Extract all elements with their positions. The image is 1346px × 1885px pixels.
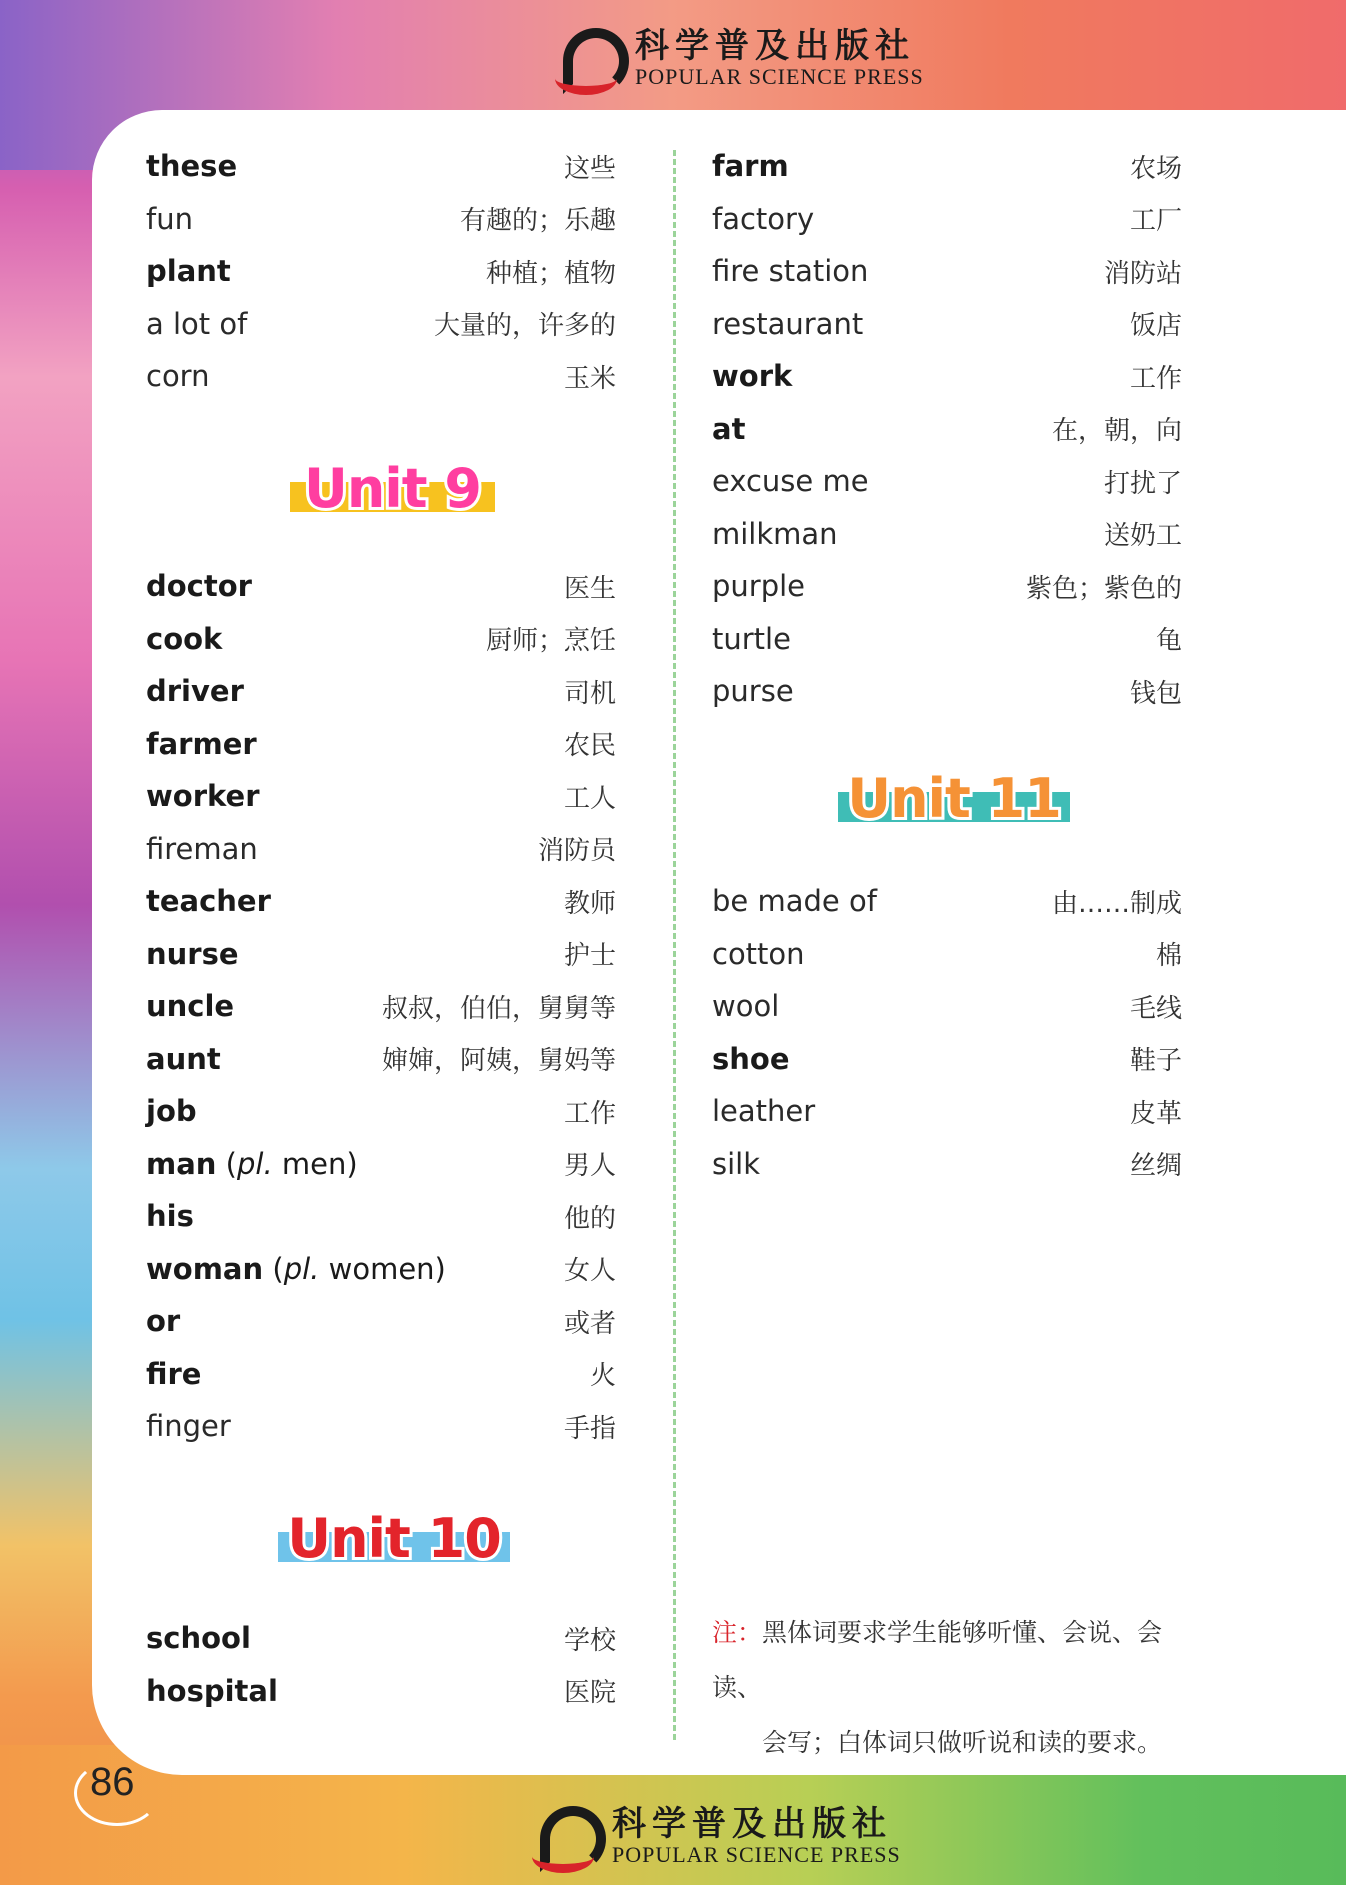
vocab-english: fire [146,1356,202,1391]
vocab-english: or [146,1304,181,1339]
vocab-english: farm [712,149,789,184]
vocab-chinese: 棉 [1155,941,1182,972]
vocab-english: school [146,1621,251,1656]
vocab-english: job [146,1094,197,1129]
vocab-chinese: 女人 [563,1256,616,1287]
vocab-chinese: 毛线 [1129,993,1182,1024]
vocab-row [712,508,1182,561]
vocab-row [146,665,616,718]
vocab-row [712,875,1182,928]
vocab-chinese: 消防站 [1103,258,1182,289]
header-publisher-en: POPULAR SCIENCE PRESS [635,64,924,89]
vocab-english: restaurant [712,306,864,341]
vocab-english: factory [712,201,815,236]
vocab-chinese: 学校 [563,1625,616,1656]
vocab-chinese: 消防员 [537,836,616,867]
vocab-row [146,823,616,876]
vocab-chinese: 由……制成 [1051,888,1182,919]
vocab-chinese: 种植；植物 [485,258,616,289]
column-divider [673,150,676,1740]
vocab-row [712,350,1182,403]
vocab-english: fire station [712,254,869,289]
vocab-english: wool [712,989,780,1024]
vocab-row [146,875,616,928]
vocab-row [146,1295,616,1348]
vocab-chinese: 大量的，许多的 [433,311,616,342]
vocab-english: cotton [712,936,805,971]
vocab-row [712,298,1182,351]
vocab-row [146,1190,616,1243]
vocab-english: corn [146,359,210,394]
vocab-english: aunt [146,1041,221,1076]
vocab-english: farmer [146,726,257,761]
vocab-english: uncle [146,989,235,1024]
vocab-chinese: 送奶工 [1103,521,1182,552]
vocab-chinese: 工作 [1129,363,1182,394]
vocab-row [146,193,616,246]
vocab-english: shoe [712,1041,790,1076]
vocab-chinese: 打扰了 [1103,468,1182,499]
vocab-chinese: 或者 [563,1308,616,1339]
vocab-row [712,560,1182,613]
vocab-english: woman (pl. women) [146,1251,446,1286]
vocab-english: purse [712,674,794,709]
vocab-english: be made of [712,884,877,919]
vocab-chinese: 叔叔，伯伯，舅舅等 [381,993,616,1024]
vocab-chinese: 医院 [563,1678,616,1709]
vocab-row [712,613,1182,666]
vocab-english: at [712,411,746,446]
vocab-chinese: 工人 [563,783,616,814]
vocab-english: cook [146,621,223,656]
vocab-chinese: 丝绸 [1129,1151,1182,1182]
unit-11-title: Unit 11 [847,766,1061,830]
note-tag: 注： [712,1618,763,1647]
vocab-row [146,1085,616,1138]
footer-logo [532,1800,901,1872]
vocab-chinese: 他的 [563,1203,616,1234]
vocab-row [146,1665,616,1718]
vocab-chinese: 龟 [1155,626,1182,657]
vocab-row [712,455,1182,508]
vocab-row [146,718,616,771]
vocab-english: purple [712,569,806,604]
vocab-row [146,1612,616,1665]
vocab-english: a lot of [146,306,248,341]
vocab-chinese: 有趣的；乐趣 [459,206,616,237]
vocab-row [146,1400,616,1453]
vocab-chinese: 火 [589,1361,616,1392]
vocab-chinese: 饭店 [1129,311,1182,342]
vocab-row [146,245,616,298]
vocab-row [712,928,1182,981]
vocab-chinese: 玉米 [563,363,616,394]
vocab-english: excuse me [712,464,869,499]
publisher-logo-icon [555,22,627,94]
vocab-row [712,245,1182,298]
unit-9-word-list [146,560,616,1453]
vocab-chinese: 皮革 [1129,1098,1182,1129]
vocab-english: man (pl. men) [146,1146,358,1181]
unit-9-banner [290,448,495,528]
publisher-logo-icon [532,1800,604,1872]
vocab-row [146,298,616,351]
note-line-1: 黑体词要求学生能够听懂、会说、会读、 [712,1618,1163,1702]
vocab-row [712,1085,1182,1138]
vocab-english: fun [146,201,193,236]
vocab-chinese: 钱包 [1129,678,1182,709]
vocab-row [712,403,1182,456]
vocab-chinese: 农民 [563,731,616,762]
vocab-chinese: 厨师；烹饪 [485,626,616,657]
right-top-word-list [712,140,1182,718]
left-top-word-list [146,140,616,403]
vocab-english: nurse [146,936,239,971]
vocab-row [146,1243,616,1296]
vocab-row [146,140,616,193]
unit-10-title: Unit 10 [287,1506,501,1570]
vocab-english: worker [146,779,260,814]
vocab-chinese: 鞋子 [1129,1046,1182,1077]
vocab-row [712,1033,1182,1086]
vocab-row [146,1138,616,1191]
vocab-english: fireman [146,831,258,866]
vocab-row [146,560,616,613]
vocabulary-note [712,1605,1212,1770]
vocab-row [712,665,1182,718]
vocab-chinese: 紫色；紫色的 [1025,573,1182,604]
vocab-row [712,1138,1182,1191]
vocab-row [712,980,1182,1033]
vocab-chinese: 医生 [563,573,616,604]
vocab-chinese: 婶婶，阿姨，舅妈等 [381,1046,616,1077]
unit-11-word-list [712,875,1182,1190]
vocab-row [146,928,616,981]
footer-publisher-cn: 科学普及出版社 [612,1804,892,1844]
page-number: 86 [90,1760,135,1804]
vocab-chinese: 这些 [563,153,616,184]
vocab-row [712,140,1182,193]
unit-10-word-list [146,1612,616,1717]
footer-publisher-en: POPULAR SCIENCE PRESS [612,1842,901,1867]
vocab-row [146,770,616,823]
vocab-english: turtle [712,621,791,656]
vocab-english: milkman [712,516,838,551]
vocab-english: teacher [146,884,271,919]
vocab-english: plant [146,254,231,289]
vocab-english: hospital [146,1673,278,1708]
vocab-row [712,193,1182,246]
vocab-chinese: 工作 [563,1098,616,1129]
vocab-english: silk [712,1146,761,1181]
vocab-english: doctor [146,569,252,604]
vocab-chinese: 手指 [563,1413,616,1444]
vocab-english: his [146,1199,194,1234]
vocab-row [146,1348,616,1401]
unit-11-banner [838,758,1070,838]
header-publisher-cn: 科学普及出版社 [635,26,915,66]
header-logo [555,22,924,94]
vocab-row [146,1033,616,1086]
vocab-row [146,613,616,666]
vocab-english: finger [146,1409,231,1444]
vocab-chinese: 农场 [1129,153,1182,184]
note-line-2: 会写；白体词只做听说和读的要求。 [762,1728,1163,1757]
unit-10-banner [278,1498,510,1578]
vocab-chinese: 护士 [563,941,616,972]
vocab-chinese: 司机 [563,678,616,709]
vocab-chinese: 工厂 [1129,206,1182,237]
vocab-english: work [712,359,793,394]
vocab-english: driver [146,674,244,709]
vocab-english: leather [712,1094,816,1129]
vocab-row [146,980,616,1033]
vocab-english: these [146,149,238,184]
vocab-row [146,350,616,403]
vocab-chinese: 在，朝，向 [1051,416,1182,447]
vocab-chinese: 男人 [563,1151,616,1182]
unit-9-title: Unit 9 [304,456,481,520]
vocab-chinese: 教师 [563,888,616,919]
